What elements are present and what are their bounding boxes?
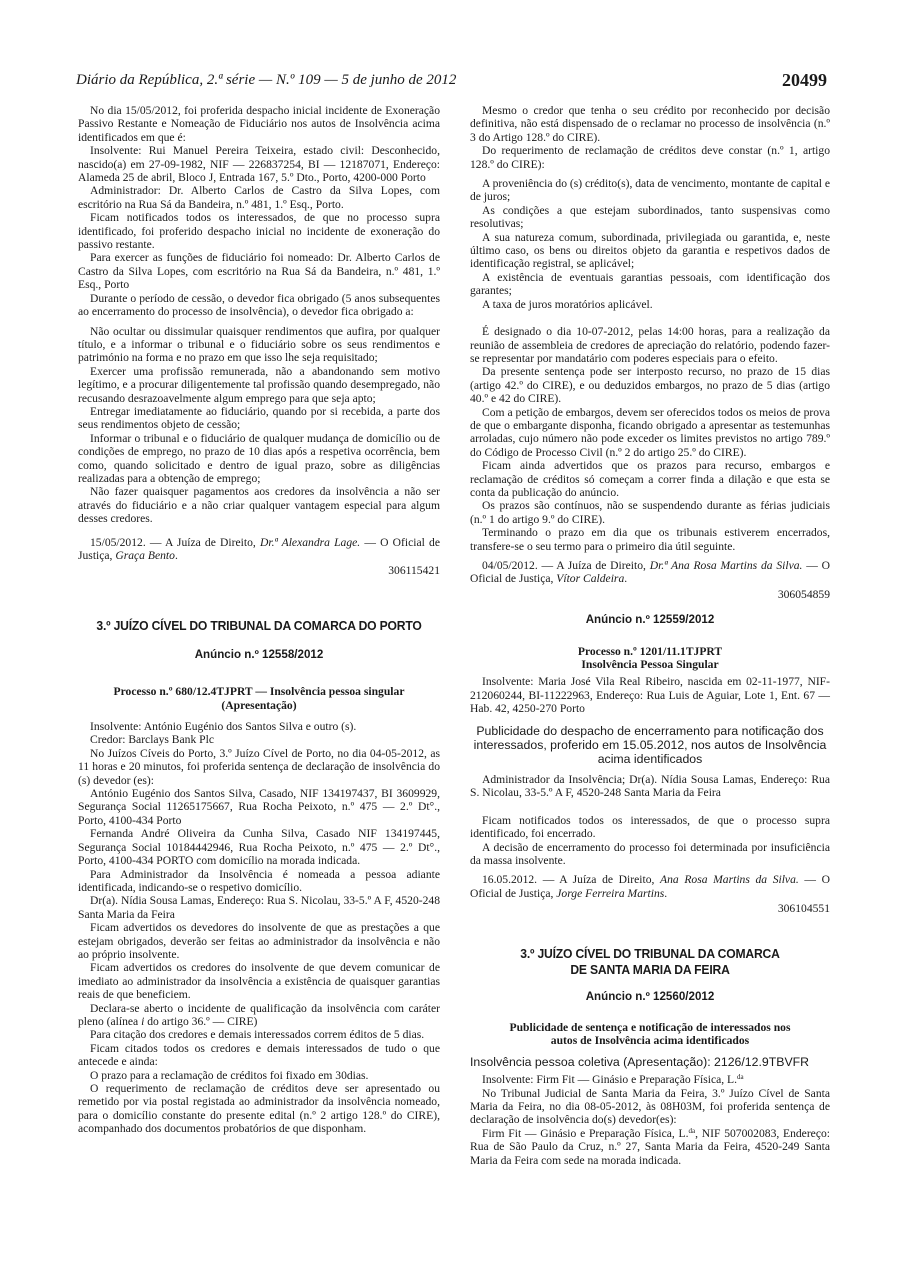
paragraph: No Tribunal Judicial de Santa Maria da Feira, 3.º Juízo Cível de Santa Maria da Feira, no dia 08-05-2012, às 08H03M, foi proferida sentença de declaração de insolvência do(s) devedor(es):: [470, 1086, 830, 1127]
paragraph: Ficam notificados todos os interessados, de que no processo supra identificado, foi proferido despacho inicial no incidente de exoneração do passivo restante.: [78, 211, 440, 252]
process-heading: Processo n.º 1201/11.1TJPRT Insolvência Pessoa Singular: [577, 644, 723, 672]
court-heading: 3.º JUÍZO CÍVEL DO TRIBUNAL DA COMARCA DE SANTA MARIA DA FEIRA: [520, 945, 780, 977]
notice-paragraph: Credor: Barclays Bank Plc: [90, 733, 214, 747]
paragraph: Insolvente: Firm Fit — Ginásio e Preparação Física, L.$^{da}$: [482, 1073, 744, 1087]
reference-number: 306115421: [388, 564, 440, 578]
notice-paragraph: Ficam advertidos os credores do insolvente de que devem comunicar de imediato ao administrador da insolvência a existência de quaisquer garantias reais de que beneficiem.: [78, 961, 440, 1002]
court-heading: 3.º JUÍZO CÍVEL DO TRIBUNAL DA COMARCA DO PORTO: [96, 617, 422, 633]
notice-paragraph: Fernanda André Oliveira da Cunha Silva, Casado NIF 134197445, Segurança Social 10184442946, Rua Rocha Peixoto, n.º 475 — 2.º Dt°., Porto, 4100-434 PORTO com domicílio na morada indicada.: [78, 827, 440, 868]
notice-paragraph: Ficam advertidos os devedores do insolvente de que as prestações a que estejam obrigados, deverão ser feitas ao administrador da insolvência e não ao próprio insolvente.: [78, 921, 440, 961]
left-column: [78, 104, 440, 1136]
paragraph: Com a petição de embargos, devem ser oferecidos todos os meios de prova de que o embargante disponha, ficando obrigado a apresentar as testemunhas arroladas, cujo número não pode exceder os limites previstos no artigo 789.º do Código de Processo Civil (n.º 2 do artigo 25.º do CIRE).: [470, 405, 830, 459]
notice-paragraph: No Juízos Cíveis do Porto, 3.º Juízo Cível de Porto, no dia 04-05-2012, as 11 horas e 20 minutos, foi proferida sentença de declaração de insolvência do (s) devedor (es):: [78, 746, 440, 787]
reference-number: 306104551: [777, 902, 830, 916]
announcement-number: Anúncio n.º 12560/2012: [585, 989, 715, 1003]
notice-paragraph: Ficam citados todos os credores e demais interessados de tudo o que antecede e ainda:: [78, 1041, 440, 1069]
paragraph: Administrador da Insolvência; Dr(a). Nídia Sousa Lamas, Endereço: Rua S. Nicolau, 33-5.º A F, 4520-248 Santa Maria da Feira: [470, 772, 830, 800]
requirement-item: A proveniência do (s) crédito(s), data de vencimento, montante de capital e de juros;: [470, 177, 830, 204]
paragraph: Mesmo o credor que tenha o seu crédito por reconhecido por decisão definitiva, não está dispensado de o reclamar no processo de insolvência (n.º 3 do Artigo 128.º do CIRE).: [470, 104, 830, 144]
announcement-number: Anúncio n.º 12559/2012: [585, 613, 715, 627]
obligation-item: Não fazer quaisquer pagamentos aos credores da insolvência a não ser através do fiduciário e a não criar qualquer vantagem especial para algum desses credores.: [78, 485, 440, 526]
signature-line: 04/05/2012. — A Juíza de Direito, Dr.ª Ana Rosa Martins da Silva. — O Oficial de Justiça, Vítor Caldeira.: [470, 559, 831, 586]
notice-paragraph: Declara-se aberto o incidente de qualificação da insolvência com caráter pleno (alínea i do artigo 36.º — CIRE): [78, 1001, 440, 1028]
obligation-item: Entregar imediatamente ao fiduciário, quando por si recebida, a parte dos seus rendimentos objeto de cessão;: [78, 404, 440, 432]
paragraph: Ficam ainda advertidos que os prazos para recurso, embargos e reclamação de créditos só começam a correr finda a dilação e que esta se conta da publicação do anúncio.: [470, 459, 830, 499]
paragraph: Durante o período de cessão, o devedor fica obrigado (5 anos subsequentes ao encerramento do processo de insolvência), o devedor fica obrigado a:: [78, 291, 440, 319]
obligation-item: Não ocultar ou dissimular quaisquer rendimentos que aufira, por qualquer título, e a informar o tribunal e o fiduciário sobre os seus rendimentos e património na forma e no prazo em que isso lhe seja requisitado;: [78, 324, 440, 365]
notice-paragraph: O requerimento de reclamação de créditos deve ser apresentado ou remetido por via postal registada ao administrador da insolvência nomeado, para o domicílio constante do presente edital (n.º 2 artigo 128.º do CIRE), acompanhado dos documentos probatórios de que disponham.: [78, 1082, 440, 1136]
obligation-item: Informar o tribunal e o fiduciário de qualquer mudança de domicílio ou de condições de emprego, no prazo de 10 dias após a respetiva ocorrência, bem como, quando solicitado e dentro de igual prazo, sobre as diligências realizadas para a obtenção de emprego;: [78, 431, 440, 485]
judge-name: Ana Rosa Martins da Silva.: [660, 873, 799, 887]
paragraph: Ficam notificados todos os interessados, de que o processo supra identificado, foi encerrado.: [470, 813, 830, 841]
notice-paragraph: Dr(a). Nídia Sousa Lamas, Endereço: Rua S. Nicolau, 33-5.º A F, 4520-248 Santa Maria da Feira: [78, 894, 440, 921]
requirement-item: A taxa de juros moratórios aplicável.: [482, 297, 653, 311]
paragraph: É designado o dia 10-07-2012, pelas 14:00 horas, para a realização da reunião de assembleia de credores de apreciação do relatório, podendo fazer-se representar por mandatário com poderes especiais para o efeito.: [470, 325, 830, 365]
judge-name: Dr.ª Alexandra Lage.: [259, 535, 361, 549]
judge-name: Dr.ª Ana Rosa Martins da Silva.: [649, 559, 803, 572]
signature-line: 15/05/2012. — A Juíza de Direito, Dr.ª Alexandra Lage. — O Oficial de Justiça, Graça Bento.: [78, 535, 440, 562]
paragraph: A decisão de encerramento do processo foi determinada por insuficiência da massa insolvente.: [470, 840, 830, 867]
requirement-item: A sua natureza comum, subordinada, privilegiada ou garantida, e, neste último caso, os bens ou direitos objeto da garantia e respetivos dados de identificação registral, se aplicável;: [470, 230, 830, 271]
page-number: 20499: [782, 70, 827, 90]
reference-number: 306054859: [777, 587, 830, 601]
paragraph: Para exercer as funções de fiduciário foi nomeado: Dr. Alberto Carlos de Castro da Silva Lopes, com escritório na Rua Sá da Bandeira, n.º 481, 1.º Esq., Porto: [78, 251, 440, 292]
paragraph: Terminando o prazo em dia que os tribunais estiverem encerrados, transfere-se o seu termo para o primeiro dia útil seguinte.: [470, 526, 830, 553]
notice-paragraph: António Eugénio dos Santos Silva, Casado, NIF 134197437, BI 3609929, Segurança Social 11265175667, Rua Rocha Peixoto, n.º 475 — 2.º Dt°., Porto, 4100-434 Porto: [78, 787, 440, 827]
paragraph: Da presente sentença pode ser interposto recurso, no prazo de 15 dias (artigo 42.º do CIRE), e ou deduzidos embargos, no prazo de 5 dias (artigo 40.º e 42 do CIRE).: [470, 365, 830, 406]
paragraph: Administrador: Dr. Alberto Carlos de Castro da Silva Lopes, com escritório na Rua Sá da Bandeira, n.º 481, 1.º Esq., Porto.: [78, 184, 440, 211]
official-name: Graça Bento: [115, 549, 175, 562]
paragraph: Insolvente: Rui Manuel Pereira Teixeira, estado civil: Desconhecido, nascido(a) em 27-09-1982, NIF — 226837254, BI — 12187071, Endereço: Alameda 25 de abril, Bloco J, Entrada 167, 5.º Dto., Porto, 4200-000 Porto: [78, 144, 440, 185]
notice-paragraph: O prazo para a reclamação de créditos foi fixado em 30dias.: [90, 1068, 369, 1082]
notice-paragraph: Para Administrador da Insolvência é nomeada a pessoa adiante identificada, indicando-se o respetivo domicílio.: [78, 867, 440, 894]
publicity-heading: Publicidade de sentença e notificação de interessados nos autos de Insolvência acima identificados: [509, 1020, 791, 1048]
paragraph: No dia 15/05/2012, foi proferida despacho inicial incidente de Exoneração Passivo Restante e Nomeação de Fiduciário nos autos de Insolvência acima identificados em que é:: [78, 104, 440, 144]
page-header: [76, 70, 827, 94]
right-column: [470, 104, 830, 1167]
case-heading: Insolvência pessoa coletiva (Apresentação): 2126/12.9TBVFR: [470, 1054, 810, 1069]
publicity-heading: Publicidade do despacho de encerramento para notificação dos interessados, proferido em 15.05.2012, nos autos de Insolvência acima identificados: [473, 723, 827, 767]
requirement-item: As condições a que estejam subordinados, tanto suspensivas como resolutivas;: [470, 203, 830, 231]
requirement-item: A existência de eventuais garantias pessoais, com identificação dos garantes;: [470, 270, 830, 298]
announcement-number: Anúncio n.º 12558/2012: [194, 647, 324, 661]
official-name: Vítor Caldeira: [556, 572, 625, 586]
obligation-item: Exercer uma profissão remunerada, não a abandonando sem motivo legítimo, e a procurar diligentemente tal profissão quando desempregado, não recusando desrazoavelmente algum emprego para que seja apto;: [78, 364, 440, 405]
process-heading: Processo n.º 680/12.4TJPRT — Insolvência pessoa singular (Apresentação): [113, 685, 405, 712]
paragraph: Os prazos são contínuos, não se suspendendo durante as férias judiciais (n.º 1 do artigo 9.º do CIRE).: [470, 499, 830, 526]
notice-paragraph: Para citação dos credores e demais interessados correm éditos de 5 dias.: [90, 1028, 425, 1042]
paragraph: Do requerimento de reclamação de créditos deve constar (n.º 1, artigo 128.º do CIRE):: [470, 144, 830, 171]
journal-title: Diário da República, 2.ª série — N.º 109 — 5 de junho de 2012: [76, 72, 457, 88]
paragraph: Insolvente: Maria José Vila Real Ribeiro, nascida em 02-11-1977, NIF-212060244, BI-11222963, Endereço: Rua Luis de Aguiar, Lote 1, Ent. 67 — Hab. 42, 4250-270 Porto: [470, 675, 830, 716]
paragraph: Firm Fit — Ginásio e Preparação Física, L.$^{da}$, NIF 507002083, Endereço: Rua de São Paulo da Cruz, n.º 27, Santa Maria da Feira, 4520-249 Santa Maria da Feira com sede na morada indicada.: [470, 1126, 830, 1167]
signature-line: 16.05.2012. — A Juíza de Direito, Ana Rosa Martins da Silva. — O Oficial de Justiça, Jorge Ferreira Martins.: [470, 873, 830, 900]
notice-paragraph: Insolvente: António Eugénio dos Santos Silva e outro (s).: [90, 720, 357, 734]
official-name: Jorge Ferreira Martins: [556, 886, 665, 900]
